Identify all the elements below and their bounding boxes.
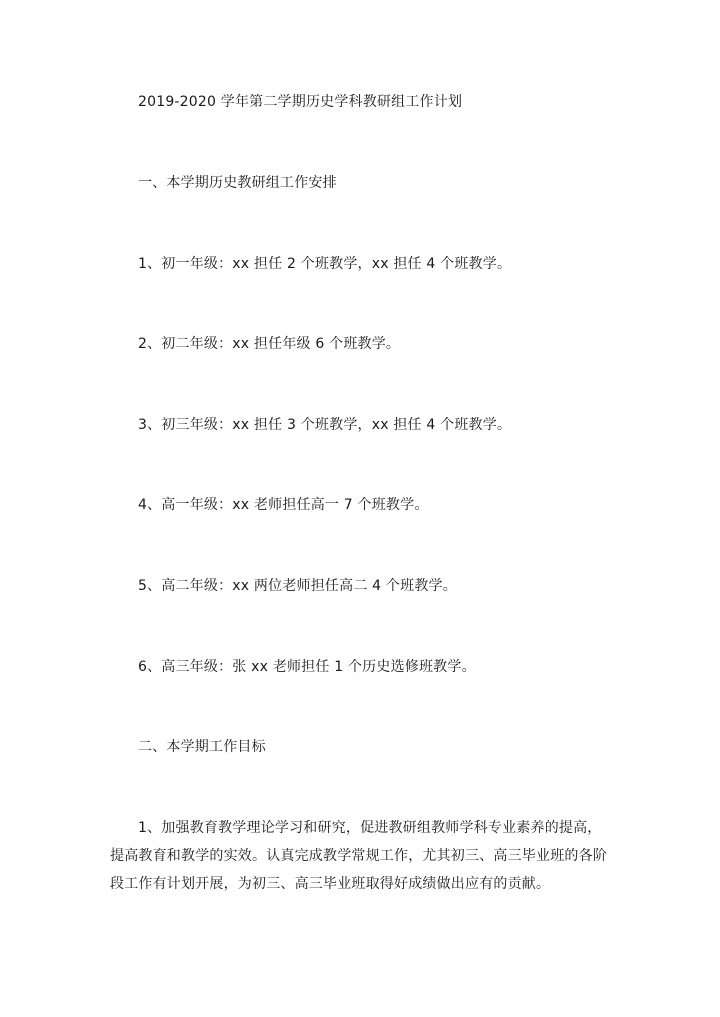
list-item: 2、初二年级：xx 担任年级 6 个班教学。 [138,336,401,352]
section-heading-1: 一、本学期历史教研组工作安排 [138,175,337,191]
list-item: 6、高三年级：张 xx 老师担任 1 个历史选修班教学。 [138,659,476,675]
paragraph-line: 段工作有计划开展，为初三、高三毕业班取得好成绩做出应有的贡献。 [110,876,551,892]
list-item: 4、高一年级：xx 老师担任高一 7 个班教学。 [138,497,429,513]
list-item: 1、初一年级：xx 担任 2 个班教学，xx 担任 4 个班教学。 [138,256,512,272]
document-title: 2019-2020 学年第二学期历史学科教研组工作计划 [138,94,463,110]
list-item: 3、初三年级：xx 担任 3 个班教学，xx 担任 4 个班教学。 [138,417,512,433]
list-item: 5、高二年级：xx 两位老师担任高二 4 个班教学。 [138,578,457,594]
section-heading-2: 二、本学期工作目标 [138,739,266,755]
paragraph-line: 提高教育和教学的实效。认真完成教学常规工作，尤其初三、高三毕业班的各阶 [110,848,607,864]
paragraph-line: 1、加强教育教学理论学习和研究，促进教研组教师学科专业素养的提高， [138,820,602,836]
